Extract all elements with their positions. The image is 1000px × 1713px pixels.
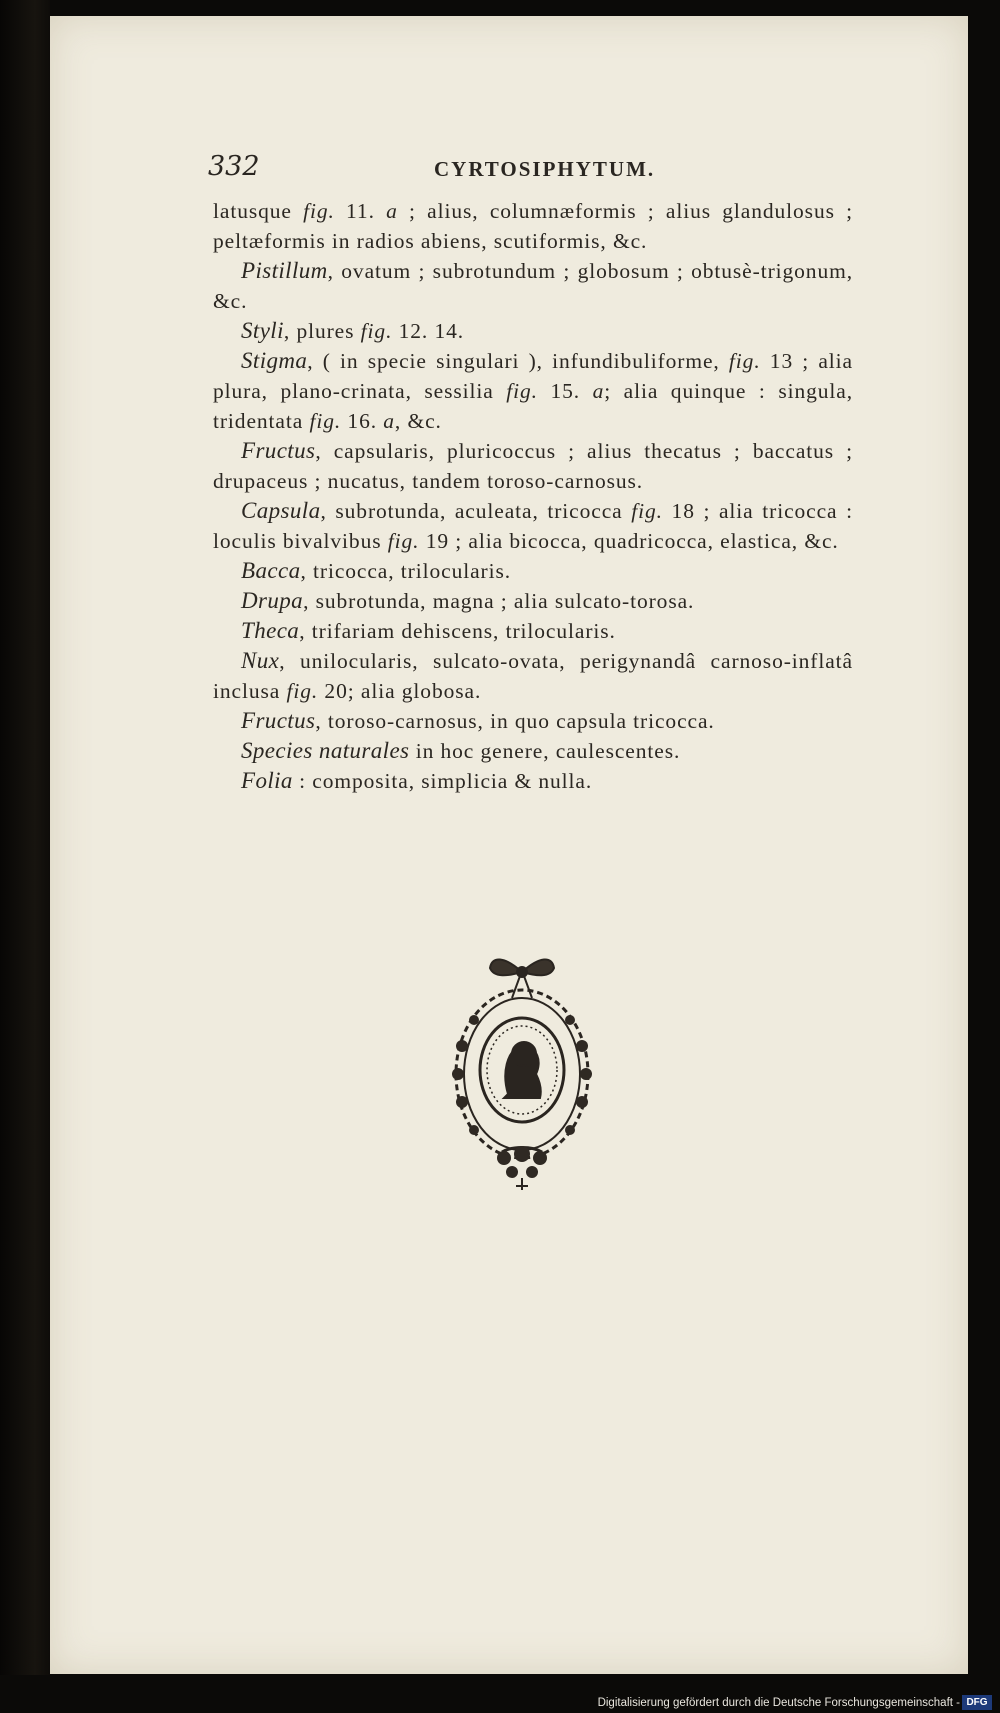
text-run: : composita, simplicia & nulla. xyxy=(292,769,593,793)
text-run: 15. xyxy=(537,379,593,403)
botanical-term: Theca xyxy=(241,618,300,643)
page-number: 332 xyxy=(208,151,260,182)
botanical-term: Bacca xyxy=(241,558,301,583)
text-run: , plures xyxy=(283,319,361,343)
botanical-term: Species naturales xyxy=(241,738,410,763)
text-run: , subrotunda, magna ; alia sulcato-torosa. xyxy=(303,589,695,613)
botanical-term: Fructus xyxy=(241,438,316,463)
paragraph xyxy=(213,496,853,556)
text-run: , unilocularis, sulcato-ovata, perigynandâ carnoso-inflatâ inclusa xyxy=(213,649,853,703)
text-run: 19 ; alia bicocca, quadricocca, elastica, &c. xyxy=(419,529,839,553)
text-run: 13 ; alia plura, plano-crinata, sessilia xyxy=(213,349,853,403)
text-run: , subrotunda, aculeata, tricocca xyxy=(320,499,632,523)
paragraph xyxy=(213,766,853,796)
cameo-ornament xyxy=(442,946,602,1196)
text-run: ; alia quinque : singula, tridentata xyxy=(213,379,854,433)
text-run: 16. xyxy=(341,409,384,433)
text-run: ; alius, columnæformis ; alius glandulosus ; peltæformis in radios abiens, scutiformis, &c. xyxy=(213,199,854,253)
paragraph xyxy=(213,646,853,706)
figure-reference: a xyxy=(592,379,605,403)
paragraph xyxy=(213,196,853,256)
botanical-term: Fructus xyxy=(241,708,316,733)
text-run: , trifariam dehiscens, trilocularis. xyxy=(299,619,616,643)
botanical-term: Styli xyxy=(241,318,284,343)
figure-reference: fig. xyxy=(728,349,761,373)
body-text xyxy=(213,196,853,796)
figure-reference: fig. xyxy=(506,379,538,403)
botanical-term: Pistillum xyxy=(241,258,328,283)
text-run: 12. 14. xyxy=(392,319,465,343)
paragraph xyxy=(213,436,853,496)
botanical-term: Nux xyxy=(241,648,280,673)
botanical-term: Capsula xyxy=(241,498,321,523)
figure-reference: fig. xyxy=(631,499,663,523)
text-run: , tricocca, trilocularis. xyxy=(300,559,512,583)
paragraph xyxy=(213,346,853,436)
paragraph xyxy=(213,616,853,646)
figure-reference: a xyxy=(383,409,395,433)
text-run: , toroso-carnosus, in quo capsula tricocca. xyxy=(315,709,715,733)
paragraph xyxy=(213,556,853,586)
figure-reference: fig. xyxy=(360,319,393,343)
botanical-term: Folia xyxy=(241,768,293,793)
paragraph xyxy=(213,586,853,616)
dfg-logo: DFG xyxy=(962,1695,992,1710)
botanical-term: Drupa xyxy=(241,588,304,613)
text-run: 20; alia globosa. xyxy=(318,679,482,703)
text-run: 18 ; alia tricocca : loculis bivalvibus xyxy=(213,499,853,553)
figure-reference: fig. xyxy=(303,199,335,223)
figure-reference: fig. xyxy=(286,679,319,703)
digitization-credit: Digitalisierung gefördert durch die Deutsche Forschungsgemeinschaft - xyxy=(597,1697,960,1709)
text-run: in hoc genere, caulescentes. xyxy=(409,739,681,763)
figure-reference: a xyxy=(386,199,398,223)
paragraph xyxy=(213,706,853,736)
text-run: , capsularis, pluricoccus ; alius thecatus ; baccatus ; drupaceus ; nucatus, tandem toroso-carnosus. xyxy=(213,439,853,493)
text-run: , ( in specie singulari ), infundibuliforme, xyxy=(307,349,729,373)
botanical-term: Stigma xyxy=(241,348,308,373)
running-head: CYRTOSIPHYTUM. xyxy=(434,157,656,181)
text-run: 11. xyxy=(334,199,387,223)
page-header xyxy=(208,151,848,191)
paragraph xyxy=(213,256,853,316)
text-run: latusque xyxy=(213,199,304,223)
text-run: , &c. xyxy=(394,409,442,433)
paragraph xyxy=(213,316,853,346)
scan-border xyxy=(0,0,50,1713)
figure-reference: fig. xyxy=(387,529,420,553)
figure-reference: fig. xyxy=(309,409,342,433)
text-run: , ovatum ; subrotundum ; globosum ; obtusè-trigonum, &c. xyxy=(213,259,853,313)
paragraph xyxy=(213,736,853,766)
